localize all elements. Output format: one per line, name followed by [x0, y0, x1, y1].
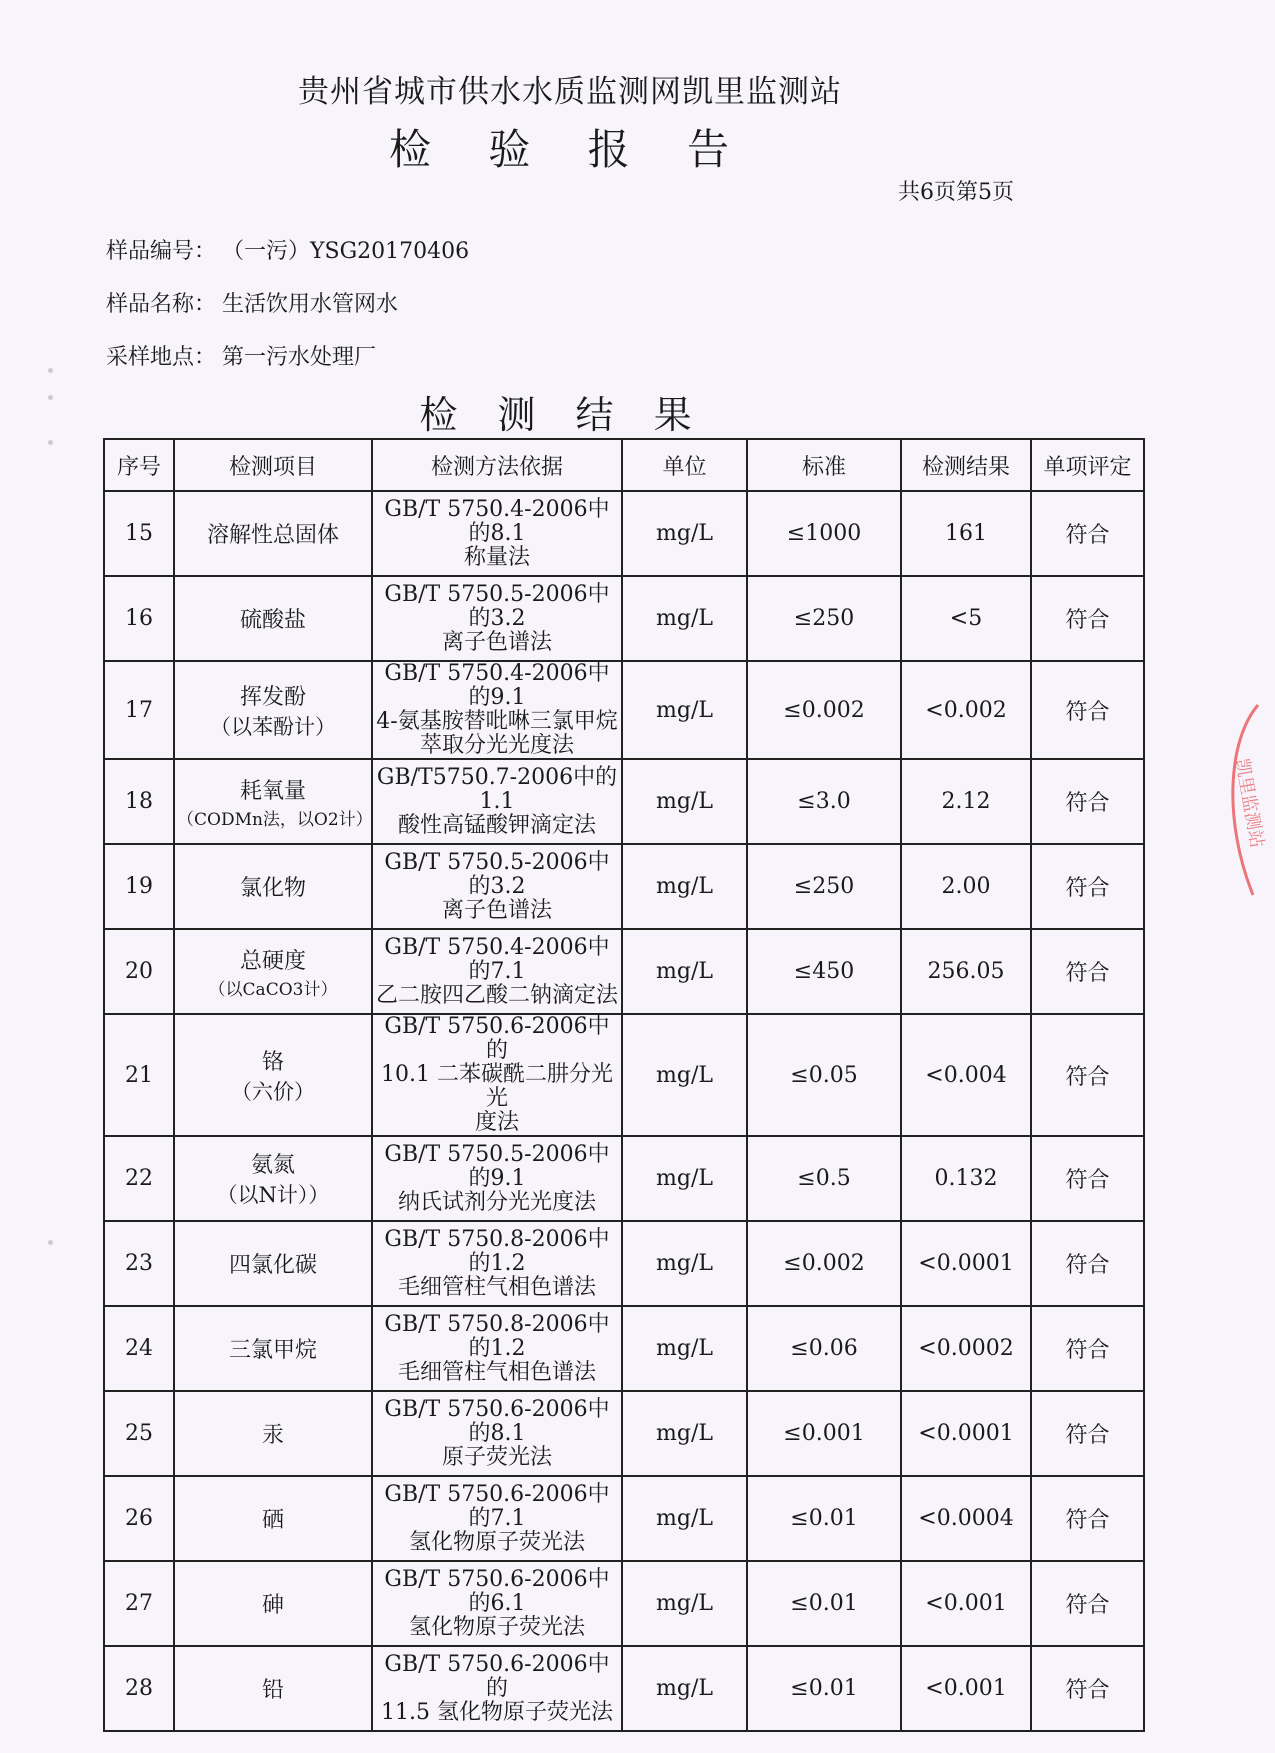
row-method	[372, 1014, 622, 1136]
sampling-location	[106, 340, 376, 371]
row-result: <0.001	[901, 1561, 1031, 1646]
row-method-line: GB/T 5750.4-2006中的7.1	[384, 934, 610, 984]
row-verdict: 符合	[1031, 844, 1144, 929]
row-unit: mg/L	[622, 1476, 747, 1561]
row-standard: ≤0.5	[747, 1136, 901, 1221]
report-title: 检 验 报 告	[388, 125, 752, 174]
row-item-name: 铅	[261, 1678, 284, 1703]
row-number: 28	[104, 1646, 174, 1731]
row-result: <0.0004	[901, 1476, 1031, 1561]
scan-dot	[48, 368, 53, 373]
row-item	[174, 491, 372, 576]
table-row	[104, 1221, 1144, 1306]
row-verdict: 符合	[1031, 576, 1144, 661]
row-method-line: 氢化物原子荧光法	[408, 1529, 585, 1555]
row-method	[372, 576, 622, 661]
row-number: 24	[104, 1306, 174, 1391]
row-standard: ≤450	[747, 929, 901, 1014]
row-item	[174, 1561, 372, 1646]
scan-dot	[48, 395, 53, 400]
row-item	[174, 1646, 372, 1731]
row-item-note: （以苯酚计）	[210, 714, 336, 739]
sample-number-value: （一污）YSG20170406	[222, 239, 470, 264]
row-method-line: 酸性高锰酸钾滴定法	[397, 812, 596, 838]
row-method	[372, 1391, 622, 1476]
row-method	[372, 844, 622, 929]
row-method-line: GB/T 5750.8-2006中的1.2	[384, 1311, 610, 1361]
row-verdict: 符合	[1031, 759, 1144, 844]
row-result: 0.132	[901, 1136, 1031, 1221]
header-no: 序号	[104, 439, 174, 491]
row-item-name: 汞	[261, 1423, 284, 1448]
organization-name: 贵州省城市供水水质监测网凯里监测站	[298, 74, 842, 110]
sample-name-label: 样品名称：	[106, 292, 217, 317]
row-number: 16	[104, 576, 174, 661]
sampling-location-label: 采样地点：	[106, 345, 217, 370]
row-item	[174, 844, 372, 929]
row-item	[174, 1391, 372, 1476]
row-result: 161	[901, 491, 1031, 576]
row-method	[372, 491, 622, 576]
row-item-name: 挥发酚	[239, 684, 306, 710]
row-method-line: GB/T 5750.6-2006中的6.1	[384, 1566, 610, 1616]
row-verdict: 符合	[1031, 1306, 1144, 1391]
row-method-line: GB/T5750.7-2006中的1.1	[376, 764, 618, 814]
row-standard: ≤0.01	[747, 1561, 901, 1646]
header-unit: 单位	[622, 439, 747, 491]
row-standard: ≤3.0	[747, 759, 901, 844]
row-method-line: 氢化物原子荧光法	[408, 1614, 585, 1640]
row-method-line: GB/T 5750.6-2006中的8.1	[384, 1396, 610, 1446]
row-verdict: 符合	[1031, 661, 1144, 759]
row-result: 2.00	[901, 844, 1031, 929]
table-row	[104, 1646, 1144, 1731]
row-verdict: 符合	[1031, 929, 1144, 1014]
header-result: 检测结果	[901, 439, 1031, 491]
row-method-line: 离子色谱法	[441, 897, 552, 923]
page-number: 共6页第5页	[898, 180, 1014, 205]
row-verdict: 符合	[1031, 1136, 1144, 1221]
row-number: 15	[104, 491, 174, 576]
row-item-name: 四氯化碳	[228, 1253, 317, 1278]
table-row	[104, 576, 1144, 661]
row-item-name: 砷	[261, 1593, 284, 1618]
row-item-name: 氯化物	[239, 876, 306, 901]
row-unit: mg/L	[622, 1646, 747, 1731]
row-method-line: 原子荧光法	[441, 1444, 552, 1470]
row-method-line: GB/T 5750.8-2006中的1.2	[384, 1226, 610, 1276]
table-row	[104, 759, 1144, 844]
row-unit: mg/L	[622, 1014, 747, 1136]
row-standard: ≤0.06	[747, 1306, 901, 1391]
row-item	[174, 661, 372, 759]
header-item: 检测项目	[174, 439, 372, 491]
row-unit: mg/L	[622, 1561, 747, 1646]
row-number: 17	[104, 661, 174, 759]
row-method-line: 毛细管柱气相色谱法	[397, 1359, 596, 1385]
row-item-name: 总硬度	[239, 948, 306, 974]
row-item-note: （以N计））	[216, 1183, 330, 1207]
row-item	[174, 929, 372, 1014]
row-item	[174, 759, 372, 844]
row-unit: mg/L	[622, 844, 747, 929]
row-number: 26	[104, 1476, 174, 1561]
table-row	[104, 661, 1144, 759]
table-row	[104, 1136, 1144, 1221]
row-standard: ≤0.01	[747, 1476, 901, 1561]
red-seal-stamp	[1208, 700, 1268, 900]
results-table	[103, 438, 1145, 1732]
row-standard: ≤0.002	[747, 661, 901, 759]
row-method-line: 度法	[474, 1110, 519, 1135]
row-result: <0.002	[901, 661, 1031, 759]
scan-dot	[48, 440, 53, 445]
row-unit: mg/L	[622, 661, 747, 759]
row-method-line: GB/T 5750.4-2006中的9.1	[384, 661, 610, 710]
row-method	[372, 1646, 622, 1731]
row-unit: mg/L	[622, 576, 747, 661]
table-row	[104, 844, 1144, 929]
table-row	[104, 1391, 1144, 1476]
row-verdict: 符合	[1031, 491, 1144, 576]
row-method-line: 11.5 氢化物原子荧光法	[381, 1699, 613, 1725]
table-body	[104, 491, 1144, 1731]
row-standard: ≤0.05	[747, 1014, 901, 1136]
stamp-text: 凯里监测站	[1231, 757, 1268, 850]
sample-number-label: 样品编号：	[106, 239, 217, 264]
row-method	[372, 1476, 622, 1561]
row-verdict: 符合	[1031, 1391, 1144, 1476]
row-method-line: GB/T 5750.4-2006中的8.1	[384, 496, 610, 546]
row-item-name: 铬	[261, 1049, 284, 1075]
row-verdict: 符合	[1031, 1014, 1144, 1136]
row-method-line: 10.1 二苯碳酰二肼分光光	[381, 1062, 613, 1111]
row-number: 23	[104, 1221, 174, 1306]
header-standard: 标准	[747, 439, 901, 491]
row-unit: mg/L	[622, 1136, 747, 1221]
results-section-title: 检 测 结 果	[419, 393, 706, 437]
row-standard: ≤0.002	[747, 1221, 901, 1306]
row-standard: ≤250	[747, 844, 901, 929]
row-result: <0.0002	[901, 1306, 1031, 1391]
row-method-line: 4-氨基胺替吡啉三氯甲烷	[376, 709, 618, 734]
row-result: <0.004	[901, 1014, 1031, 1136]
row-number: 25	[104, 1391, 174, 1476]
row-item	[174, 576, 372, 661]
row-unit: mg/L	[622, 1221, 747, 1306]
row-number: 19	[104, 844, 174, 929]
row-method-line: 纳氏试剂分光光度法	[397, 1189, 596, 1215]
row-item-name: 三氯甲烷	[228, 1338, 317, 1363]
row-number: 18	[104, 759, 174, 844]
row-result: <0.0001	[901, 1391, 1031, 1476]
row-unit: mg/L	[622, 929, 747, 1014]
row-result: <0.0001	[901, 1221, 1031, 1306]
row-unit: mg/L	[622, 491, 747, 576]
sample-name-value: 生活饮用水管网水	[222, 292, 399, 317]
row-method-line: 毛细管柱气相色谱法	[397, 1274, 596, 1300]
row-item-note: （以CaCO3计）	[208, 979, 338, 1000]
row-method	[372, 929, 622, 1014]
row-result: 256.05	[901, 929, 1031, 1014]
row-verdict: 符合	[1031, 1476, 1144, 1561]
table-row	[104, 929, 1144, 1014]
row-method	[372, 1561, 622, 1646]
row-method-line: 萃取分光光度法	[419, 733, 574, 758]
row-unit: mg/L	[622, 1391, 747, 1476]
row-method-line: GB/T 5750.5-2006中的3.2	[384, 849, 610, 899]
row-method	[372, 1306, 622, 1391]
row-item	[174, 1221, 372, 1306]
scan-dot	[48, 1240, 53, 1245]
row-standard: ≤250	[747, 576, 901, 661]
row-number: 21	[104, 1014, 174, 1136]
header-method: 检测方法依据	[372, 439, 622, 491]
table-row	[104, 1561, 1144, 1646]
sample-name	[106, 287, 398, 318]
row-method-line: GB/T 5750.5-2006中的3.2	[384, 581, 610, 631]
row-item-note: （六价）	[231, 1079, 315, 1104]
row-item-name: 耗氧量	[239, 778, 306, 804]
row-item	[174, 1476, 372, 1561]
row-verdict: 符合	[1031, 1221, 1144, 1306]
row-item	[174, 1014, 372, 1136]
table-row	[104, 1306, 1144, 1391]
row-number: 27	[104, 1561, 174, 1646]
row-result: 2.12	[901, 759, 1031, 844]
row-method-line: GB/T 5750.6-2006中的7.1	[384, 1481, 610, 1531]
row-item	[174, 1306, 372, 1391]
sampling-location-value: 第一污水处理厂	[222, 345, 377, 370]
row-item-name: 氨氮	[250, 1153, 295, 1178]
row-method	[372, 759, 622, 844]
row-method	[372, 661, 622, 759]
row-method-line: GB/T 5750.5-2006中的9.1	[384, 1141, 610, 1191]
row-verdict: 符合	[1031, 1561, 1144, 1646]
sample-number	[106, 234, 469, 265]
row-standard: ≤0.001	[747, 1391, 901, 1476]
row-item-name: 硒	[261, 1508, 284, 1533]
row-method-line: 离子色谱法	[441, 629, 552, 655]
header-verdict: 单项评定	[1031, 439, 1144, 491]
row-method-line: GB/T 5750.6-2006中的	[384, 1014, 610, 1063]
row-number: 20	[104, 929, 174, 1014]
row-item	[174, 1136, 372, 1221]
table-row	[104, 1014, 1144, 1136]
row-method	[372, 1136, 622, 1221]
row-method-line: GB/T 5750.6-2006中的	[384, 1651, 610, 1701]
table-row	[104, 1476, 1144, 1561]
row-result: <5	[901, 576, 1031, 661]
table-header-row	[104, 439, 1144, 491]
row-unit: mg/L	[622, 1306, 747, 1391]
row-method	[372, 1221, 622, 1306]
row-number: 22	[104, 1136, 174, 1221]
row-standard: ≤1000	[747, 491, 901, 576]
table-row	[104, 491, 1144, 576]
row-item-name: 溶解性总固体	[206, 523, 339, 548]
row-method-line: 称量法	[463, 544, 530, 570]
row-result: <0.001	[901, 1646, 1031, 1731]
row-method-line: 乙二胺四乙酸二钠滴定法	[375, 982, 618, 1008]
row-verdict: 符合	[1031, 1646, 1144, 1731]
row-item-name: 硫酸盐	[239, 608, 306, 633]
row-standard: ≤0.01	[747, 1646, 901, 1731]
row-unit: mg/L	[622, 759, 747, 844]
row-item-note: （CODMn法，以O2计）	[177, 809, 373, 830]
